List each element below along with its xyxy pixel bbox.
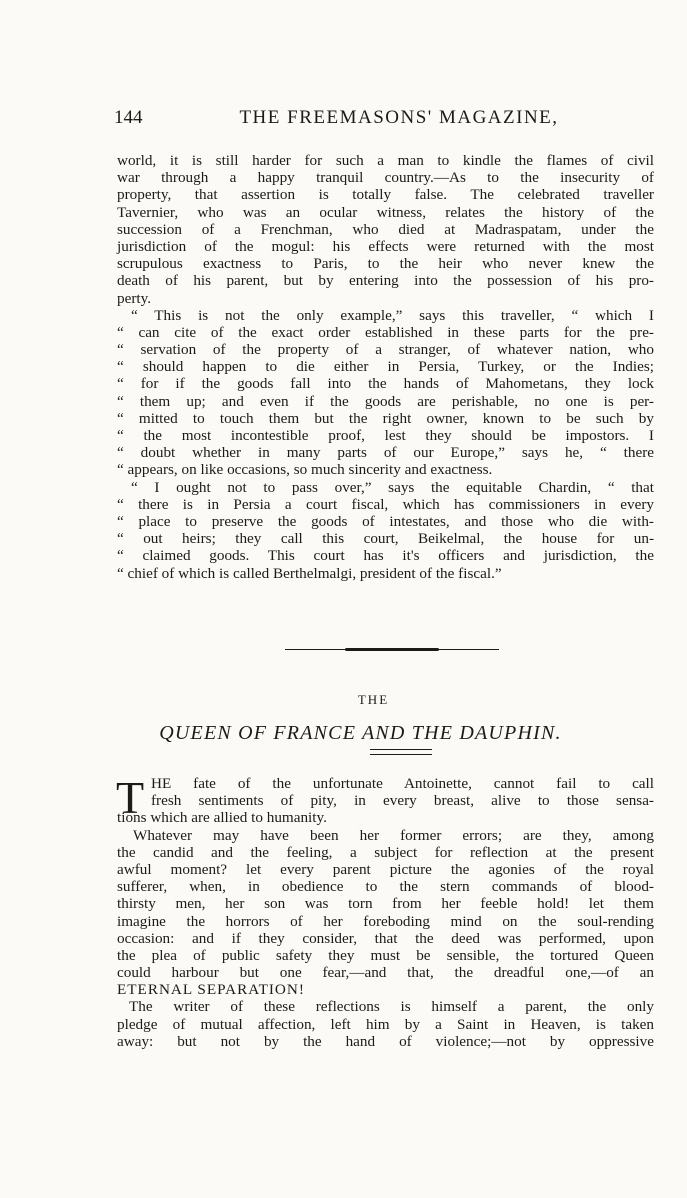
text-line: scrupulous exactness to Paris, to the heir who never knew the <box>117 255 654 273</box>
text-line: thirsty men, her son was torn from her feeble hold! let them <box>117 895 654 913</box>
text-line: “ for if the goods fall into the hands of Mahometans, they lock <box>117 375 654 393</box>
text-line: “ the most incontestible proof, lest they should be impostors. I <box>117 427 654 444</box>
text-line: “ claimed goods. This court has it's officers and jurisdiction, the <box>117 547 654 565</box>
text-line: HE fate of the unfortunate Antoinette, cannot fail to call <box>151 775 654 792</box>
text-line: the candid and the feeling, a subject for reflection at the present <box>117 843 654 861</box>
text-line: jurisdiction of the mogul: his effects were returned with the most <box>117 237 654 255</box>
text-line: world, it is still harder for such a man to kindle the flames of civil <box>117 152 654 169</box>
text-line: perty. <box>117 289 152 307</box>
text-line: away: but not by the hand of violence;—not by oppressive <box>117 1032 654 1050</box>
text-line: “ out heirs; they call this court, Beikelmal, the house for un- <box>117 530 654 548</box>
article-body <box>116 772 654 1050</box>
text-line: “ mitted to touch them but the right owner, known to be such by <box>117 409 654 427</box>
text-line: Whatever may have been her former errors; are they, among <box>133 826 654 844</box>
text-line: The writer of these reflections is himself a parent, the only <box>129 998 654 1016</box>
article-kicker: THE <box>357 692 390 707</box>
text-line: pledge of mutual affection, left him by a Saint in Heaven, is taken <box>117 1015 654 1033</box>
title-rule <box>370 749 432 755</box>
text-line: Tavernier, who was an ocular witness, relates the history of the <box>117 203 654 221</box>
text-line: “ there is in Persia a court fiscal, which has commissioners in every <box>117 495 654 513</box>
text-line: “ place to preserve the goods of intestates, and those who die with- <box>117 512 654 530</box>
page-header <box>114 107 654 137</box>
text-line: succession of a Frenchman, who died at Madraspatam, under the <box>117 220 654 238</box>
text-line: tions which are allied to humanity. <box>117 809 327 827</box>
text-line: fresh sentiments of pity, in every breast, alive to those sensa- <box>151 792 654 810</box>
text-line: “ servation of the property of a stranger, of whatever nation, who <box>117 341 654 359</box>
text-line: “ can cite of the exact order established in these parts for the pre- <box>117 323 654 341</box>
text-line: “ appears, on like occasions, so much sincerity and exactness. <box>117 461 493 479</box>
text-line: the plea of public safety they must be sensible, the tortured Queen <box>117 946 654 964</box>
text-line: sufferer, when, in obedience to the stern commands of blood- <box>117 878 654 896</box>
drop-cap: T <box>116 772 145 823</box>
text-line: “ them up; and even if the goods are perishable, no one is per- <box>117 392 654 410</box>
text-line: awful moment? let every parent picture the agonies of the royal <box>117 860 654 878</box>
section-divider <box>285 648 499 652</box>
running-title: THE FREEMASONS' MAGAZINE, <box>239 107 559 128</box>
page-number: 144 <box>114 107 143 128</box>
text-line: death of his parent, but by entering into the possession of his pro- <box>117 272 654 290</box>
continuation-text <box>117 152 654 582</box>
text-line: property, that assertion is totally false. The celebrated traveller <box>117 186 654 204</box>
text-line: imagine the horrors of her foreboding mind on the soul-rending <box>117 912 654 930</box>
text-line: “ This is not the only example,” says this traveller, “ which I <box>131 306 654 324</box>
article-title: QUEEN OF FRANCE AND THE DAUPHIN. <box>159 722 562 744</box>
text-line: occasion: and if they consider, that the deed was performed, upon <box>117 929 654 947</box>
text-line: ETERNAL SEPARATION! <box>117 981 305 999</box>
text-line: war through a happy tranquil country.—As to the insecurity of <box>117 169 654 187</box>
text-line: “ doubt whether in many parts of our Europe,” says he, “ there <box>117 444 654 462</box>
text-line: “ should happen to die either in Persia, Turkey, or the Indies; <box>117 358 654 376</box>
text-line: “ chief of which is called Berthelmalgi, president of the fiscal.” <box>117 564 502 582</box>
text-line: “ I ought not to pass over,” says the equitable Chardin, “ that <box>131 478 654 496</box>
text-line: could harbour but one fear,—and that, the dreadful one,—of an <box>117 964 654 982</box>
